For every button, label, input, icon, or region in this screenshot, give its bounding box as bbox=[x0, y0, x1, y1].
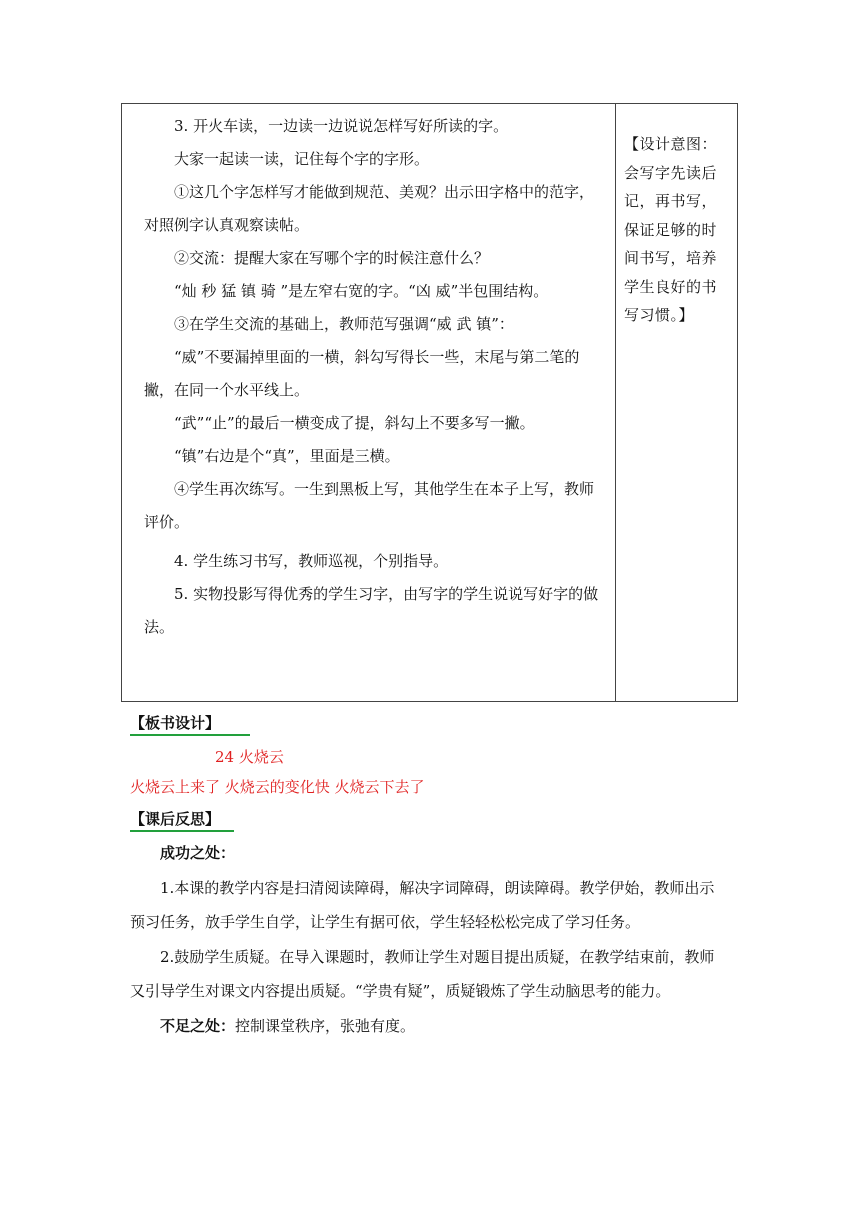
column-divider bbox=[615, 104, 616, 701]
step-3-zhen: “镇”右边是个“真”，里面是三横。 bbox=[174, 447, 400, 465]
lesson-table bbox=[121, 103, 738, 702]
shortcoming bbox=[130, 1009, 720, 1044]
step-3-observe: ①这几个字怎样写才能做到规范、美观？出示田字格中的范字，对照例字认真观察读帖。 bbox=[144, 183, 595, 234]
step-3-practice: ④学生再次练写。一生到黑板上写，其他学生在本子上写，教师评价。 bbox=[144, 480, 595, 531]
reflection-point-1: 1.本课的教学内容是扫清阅读障碍，解决字词障碍，朗读障碍。教学伊始，教师出示预习任务，放手学生自学，让学生有据可依，学生轻轻松松完成了学习任务。 bbox=[130, 878, 715, 931]
shortcoming-text: 控制课堂秩序，张弛有度。 bbox=[235, 1016, 416, 1035]
step-5: 5. 实物投影写得优秀的学生习字，由写字的学生说说写好字的做法。 bbox=[144, 585, 599, 636]
step-3-discuss: ②交流：提醒大家在写哪个字的时候注意什么？ bbox=[174, 249, 490, 267]
teaching-steps bbox=[144, 110, 606, 644]
board-design-heading: 【板书设计】 bbox=[130, 712, 220, 733]
step-3-wei: “威”不要漏掉里面的一横，斜勾写得长一些，末尾与第二笔的撇，在同一个水平线上。 bbox=[144, 348, 580, 399]
reflection-heading: 【课后反思】 bbox=[130, 808, 220, 829]
board-line: 火烧云上来了 火烧云的变化快 火烧云下去了 bbox=[130, 778, 425, 796]
step-3-read: 大家一起读一读，记住每个字的字形。 bbox=[174, 150, 430, 168]
reflection-point-2: 2.鼓励学生质疑。在导入课题时，教师让学生对题目提出质疑，在教学结束前，教师又引导学生对课文内容提出质疑。“学贵有疑”，质疑锻炼了学生动脑思考的能力。 bbox=[130, 947, 715, 1000]
heading-underline bbox=[130, 734, 250, 736]
reflection-body bbox=[130, 836, 720, 1043]
step-3-wu: “武”“止”的最后一横变成了提，斜勾上不要多写一撇。 bbox=[174, 414, 535, 432]
heading-underline bbox=[130, 830, 234, 832]
step-3-demo: ③在学生交流的基础上，教师范写强调“威 武 镇”： bbox=[174, 315, 514, 333]
shortcoming-label: 不足之处： bbox=[160, 1016, 236, 1035]
step-3: 3. 开火车读，一边读一边说说怎样写好所读的字。 bbox=[174, 117, 509, 135]
board-title: 24 火烧云 bbox=[215, 748, 284, 766]
design-intent: 【设计意图：会写字先读后记，再书写，保证足够的时间书写，培养学生良好的书写习惯。】 bbox=[624, 135, 718, 324]
step-4: 4. 学生练习书写，教师巡视，个别指导。 bbox=[174, 552, 449, 570]
success-label: 成功之处： bbox=[160, 844, 236, 862]
step-3-structure: “灿 秒 猛 镇 骑 ”是左窄右宽的字。“凶 威”半包围结构。 bbox=[174, 282, 549, 300]
